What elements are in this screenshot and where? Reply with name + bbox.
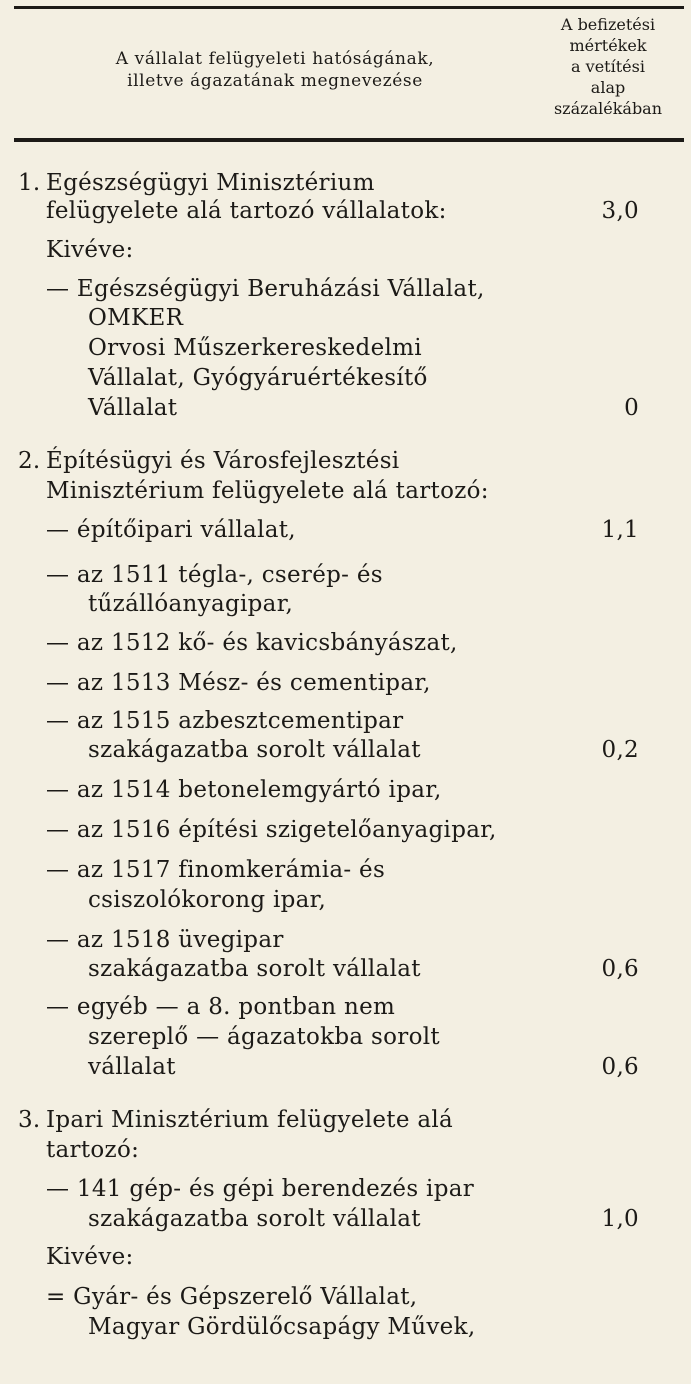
document-line xyxy=(0,446,691,480)
document-line xyxy=(0,954,691,988)
document-line xyxy=(0,735,691,769)
document-line xyxy=(0,476,691,510)
document-line xyxy=(0,1312,691,1346)
line-text: Orvosi Műszerkereskedelmi xyxy=(88,335,422,361)
top-rule xyxy=(14,6,684,9)
header-right-line: a vetítési xyxy=(571,57,645,76)
line-text: — az 1511 tégla-, cserép- és xyxy=(46,562,383,588)
document-line xyxy=(0,775,691,809)
line-text: — az 1516 építési szigetelőanyagipar, xyxy=(46,817,497,843)
document-line xyxy=(0,815,691,849)
document-line xyxy=(0,1242,691,1276)
rate-value: 0,2 xyxy=(601,737,639,763)
header-right-line: A befizetési xyxy=(560,15,656,34)
header-right-line: alap xyxy=(590,78,626,97)
line-text: Magyar Gördülőcsapágy Művek, xyxy=(88,1314,476,1340)
document-line xyxy=(0,363,691,397)
line-text: = Gyár- és Gépszerelő Vállalat, xyxy=(46,1284,418,1310)
column-header-rate xyxy=(528,14,688,119)
line-text: — egyéb — a 8. pontban nem xyxy=(46,994,396,1020)
section-number: 2. xyxy=(18,448,41,474)
header-left-line: A vállalat felügyeleti hatóságának, xyxy=(115,49,435,69)
document-line xyxy=(0,668,691,702)
document-line xyxy=(0,1282,691,1316)
document-line xyxy=(0,1022,691,1056)
line-text: Ipari Minisztérium felügyelete alá xyxy=(46,1107,454,1133)
line-text: Vállalat, Gyógyáruértékesítő xyxy=(88,365,428,391)
line-text: — az 1515 azbesztcementipar xyxy=(46,708,404,734)
line-text: vállalat xyxy=(88,1054,176,1080)
rate-value: 0,6 xyxy=(601,1054,639,1080)
document-line xyxy=(0,589,691,623)
document-line xyxy=(0,885,691,919)
line-text: felügyelete alá tartozó vállalatok: xyxy=(46,198,447,224)
rate-value: 0 xyxy=(624,395,639,421)
line-text: — az 1513 Mész- és cementipar, xyxy=(46,670,431,696)
line-text: tartozó: xyxy=(46,1137,140,1163)
document-line xyxy=(0,855,691,889)
line-text: szereplő — ágazatokba sorolt xyxy=(88,1024,440,1050)
document-line xyxy=(0,303,691,337)
document-line xyxy=(0,515,691,549)
header-left-line: illetve ágazatának megnevezése xyxy=(127,71,423,91)
rate-value: 1,0 xyxy=(601,1206,639,1232)
rate-value: 1,1 xyxy=(601,517,639,543)
line-text: — az 1518 üvegipar xyxy=(46,927,284,953)
line-text: csiszolókorong ipar, xyxy=(88,887,327,913)
document-line xyxy=(0,1174,691,1208)
line-text: — 141 gép- és gépi berendezés ipar xyxy=(46,1176,475,1202)
section-number: 3. xyxy=(18,1107,41,1133)
document-line xyxy=(0,235,691,269)
line-text: Kivéve: xyxy=(46,1244,134,1270)
line-text: szakágazatba sorolt vállalat xyxy=(88,1206,421,1232)
line-text: — építőipari vállalat, xyxy=(46,517,296,543)
line-text: szakágazatba sorolt vállalat xyxy=(88,737,421,763)
line-text: — az 1514 betonelemgyártó ipar, xyxy=(46,777,442,803)
header-right-line: mértékek xyxy=(569,36,647,55)
line-text: szakágazatba sorolt vállalat xyxy=(88,956,421,982)
section-number: 1. xyxy=(18,170,41,196)
document-line xyxy=(0,1135,691,1169)
header-bottom-rule xyxy=(14,138,684,142)
line-text: — az 1512 kő- és kavicsbányászat, xyxy=(46,630,458,656)
document-line xyxy=(0,992,691,1026)
line-text: Vállalat xyxy=(88,395,178,421)
document-line xyxy=(0,393,691,427)
rate-value: 0,6 xyxy=(601,956,639,982)
document-line xyxy=(0,628,691,662)
line-text: Minisztérium felügyelete alá tartozó: xyxy=(46,478,489,504)
line-text: Egészségügyi Minisztérium xyxy=(46,170,375,196)
document-line xyxy=(0,1052,691,1086)
rate-value: 3,0 xyxy=(601,198,639,224)
line-text: Kivéve: xyxy=(46,237,134,263)
line-text: Építésügyi és Városfejlesztési xyxy=(46,448,400,474)
header-right-line: százalékában xyxy=(553,99,663,118)
line-text: tűzállóanyagipar, xyxy=(88,591,294,617)
document-line xyxy=(0,1204,691,1238)
document-line xyxy=(0,1105,691,1139)
line-text: — Egészségügyi Beruházási Vállalat, xyxy=(46,276,485,302)
document-line xyxy=(0,333,691,367)
line-text: OMKER xyxy=(88,305,184,331)
document-line xyxy=(0,196,691,230)
column-header-name xyxy=(40,48,510,92)
line-text: — az 1517 finomkerámia- és xyxy=(46,857,386,883)
